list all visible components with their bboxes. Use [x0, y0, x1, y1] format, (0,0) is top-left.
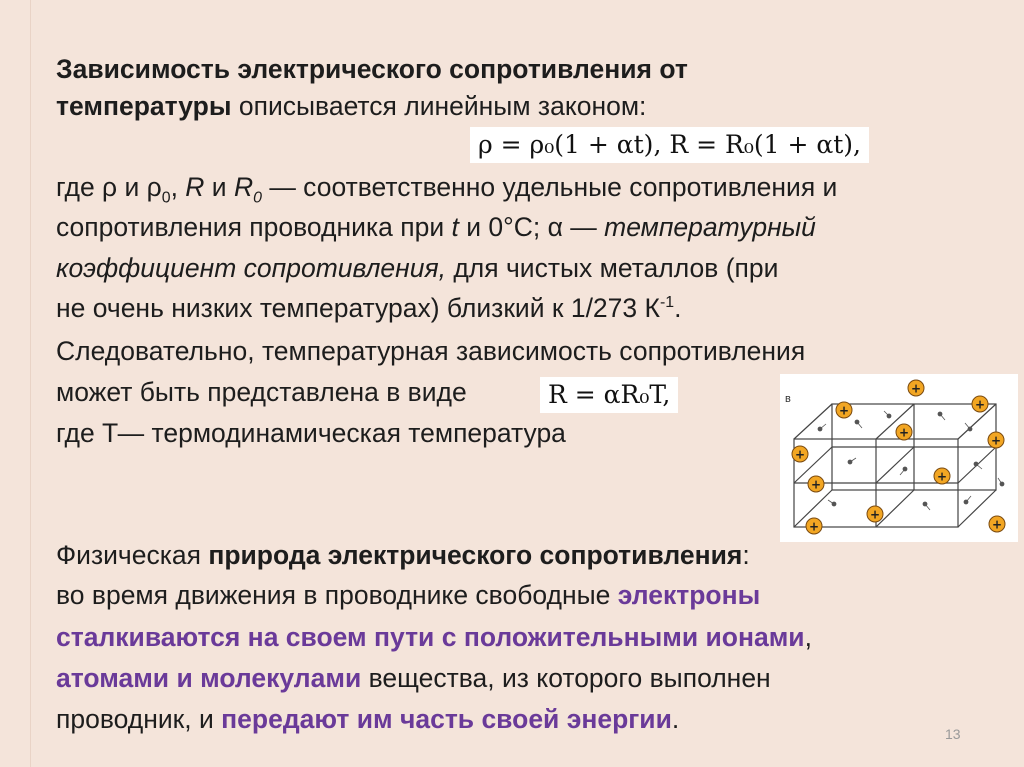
desc-line-7: где Т— термодинамическая температура: [56, 418, 566, 448]
svg-text:+: +: [838, 403, 850, 418]
svg-text:+: +: [990, 433, 1002, 448]
svg-text:+: +: [810, 477, 822, 492]
desc-line-4: не очень низких температурах) близкий к 1/273 $К^{-1}$.: [56, 293, 682, 323]
nature-line-4: атомами и молекулами вещества, из которого выполнен: [56, 663, 771, 693]
crystal-lattice-diagram: [780, 374, 1018, 542]
desc-line-1: где ρ и $\rho_0$, R и $R_0$ — соответственно удельные сопротивления и: [56, 172, 838, 207]
ion: [867, 506, 883, 522]
heading-line-1: Зависимость электрического сопротивления от: [56, 54, 688, 84]
formula-linear-law: ρ = ρ₀(1 + αt), R = R₀(1 + αt),: [470, 127, 869, 163]
desc-line-2: сопротивления проводника при t и 0°С; α — температурный: [56, 212, 816, 242]
heading-line-2: температуры описывается линейным законом:: [56, 91, 647, 121]
desc-line-5: Следовательно, температурная зависимость сопротивления: [56, 336, 806, 366]
ion: [988, 432, 1004, 448]
lattice-lines: [794, 404, 996, 527]
desc-line-6: может быть представлена в виде: [56, 377, 467, 407]
svg-text:+: +: [974, 397, 986, 412]
svg-text:+: +: [794, 447, 806, 462]
desc-line-3: коэффициент сопротивления, для чистых металлов (при: [56, 253, 779, 283]
nature-line-3: сталкиваются на своем пути с положительными ионами,: [56, 622, 812, 652]
ion: [836, 402, 852, 418]
slide-border: [30, 0, 31, 767]
ion: [989, 516, 1005, 532]
nature-line-5: проводник, и передают им часть своей энергии.: [56, 704, 680, 734]
diagram-label: в: [785, 393, 791, 405]
ion: [908, 380, 924, 396]
nature-line-1: Физическая природа электрического сопротивления:: [56, 540, 750, 570]
ion: [934, 468, 950, 484]
nature-line-2: во время движения в проводнике свободные электроны: [56, 580, 761, 610]
svg-text:+: +: [808, 519, 820, 534]
ion: [972, 396, 988, 412]
ions: [792, 380, 1005, 534]
ion: [808, 476, 824, 492]
svg-text:+: +: [936, 469, 948, 484]
ion: [806, 518, 822, 534]
electrons: [818, 411, 1004, 510]
lattice-svg: [780, 374, 1018, 542]
svg-text:+: +: [898, 425, 910, 440]
svg-text:+: +: [869, 507, 881, 522]
ion: [896, 424, 912, 440]
svg-text:+: +: [910, 381, 922, 396]
svg-text:+: +: [991, 517, 1003, 532]
slide-number: 13: [945, 726, 961, 742]
formula-thermodynamic: R = αR₀T,: [540, 377, 678, 413]
ion: [792, 446, 808, 462]
